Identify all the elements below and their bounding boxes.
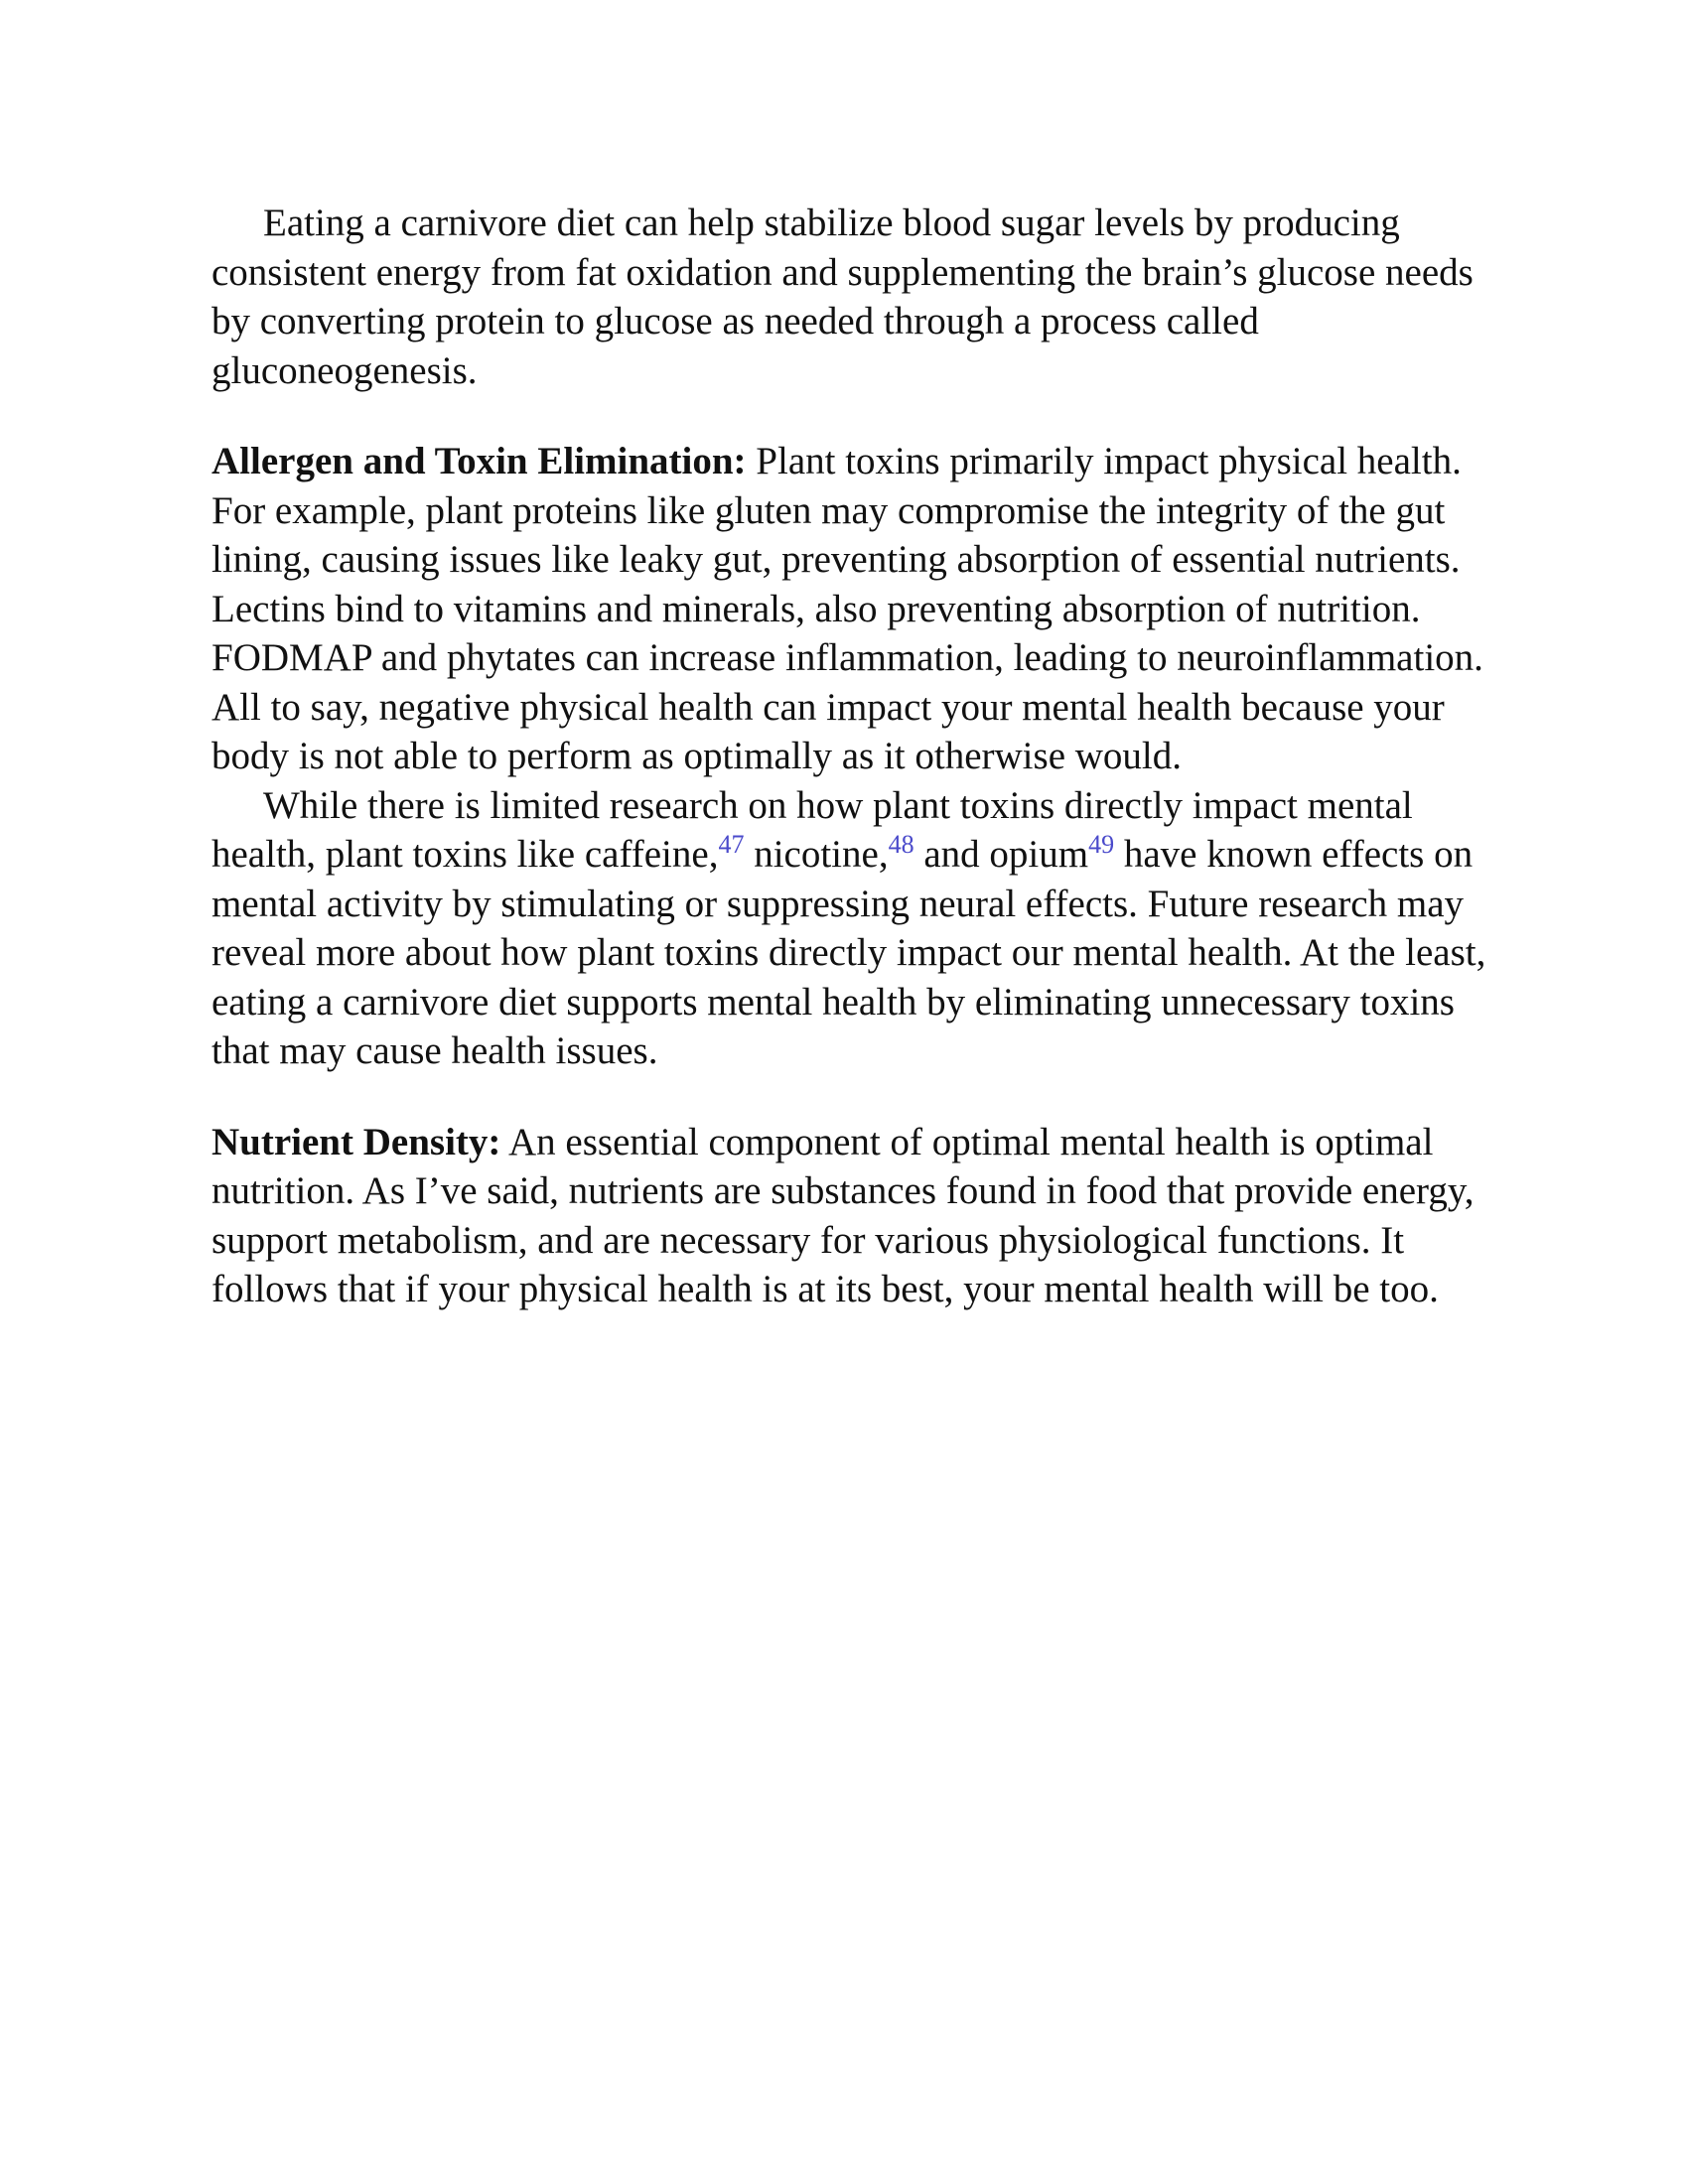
paragraph-allergen-toxin bbox=[211, 437, 1492, 781]
paragraph-text: Plant toxins primarily impact physical health. For example, plant proteins like gluten may compromise the integrity of the gut lining, causing issues like leaky gut, preventing absorption of essential nutrients. Lectins bind to vitamins and minerals, also preventing absorption of nutrition. FODMAP and phytates can increase inflammation, leading to neuroinflammation. All to say, negative physical health can impact your mental health because your body is not able to perform as optimally as it otherwise would. bbox=[211, 440, 1483, 777]
body-text bbox=[211, 199, 1492, 1314]
section-heading-allergen: Allergen and Toxin Elimination: bbox=[211, 440, 747, 482]
paragraph-plant-toxins-research bbox=[211, 781, 1492, 1076]
paragraph-nutrient-density bbox=[211, 1118, 1492, 1314]
paragraph-text: have known effects on mental activity by stimulating or suppressing neural effects. Future research may reveal more about how plant toxins directly impact our mental health. At the least, eating a carnivore diet supports mental health by eliminating unnecessary toxins that may cause health issues. bbox=[211, 833, 1486, 1072]
paragraph-text: nicotine, bbox=[744, 833, 889, 876]
paragraph-text: and opium bbox=[914, 833, 1089, 876]
section-heading-nutrient: Nutrient Density: bbox=[211, 1120, 501, 1163]
footnote-ref-48[interactable]: 48 bbox=[888, 830, 914, 859]
paragraph-text: An essential component of optimal mental health is optimal nutrition. As I’ve said, nutrients are substances found in food that provide energy, support metabolism, and are necessary for various physiological functions. It follows that if your physical health is at its best, your mental health will be too. bbox=[211, 1120, 1475, 1310]
paragraph-blood-sugar bbox=[211, 199, 1492, 395]
paragraph-text: Eating a carnivore diet can help stabilize blood sugar levels by producing consistent energy from fat oxidation and supplementing the brain’s glucose needs by converting protein to glucose as needed through a process called gluconeogenesis. bbox=[211, 202, 1474, 392]
footnote-ref-49[interactable]: 49 bbox=[1088, 830, 1115, 859]
paragraph-text: While there is limited research on how plant toxins directly impact mental health, plant toxins like caffeine, bbox=[211, 783, 1413, 876]
footnote-ref-47[interactable]: 47 bbox=[718, 830, 745, 859]
